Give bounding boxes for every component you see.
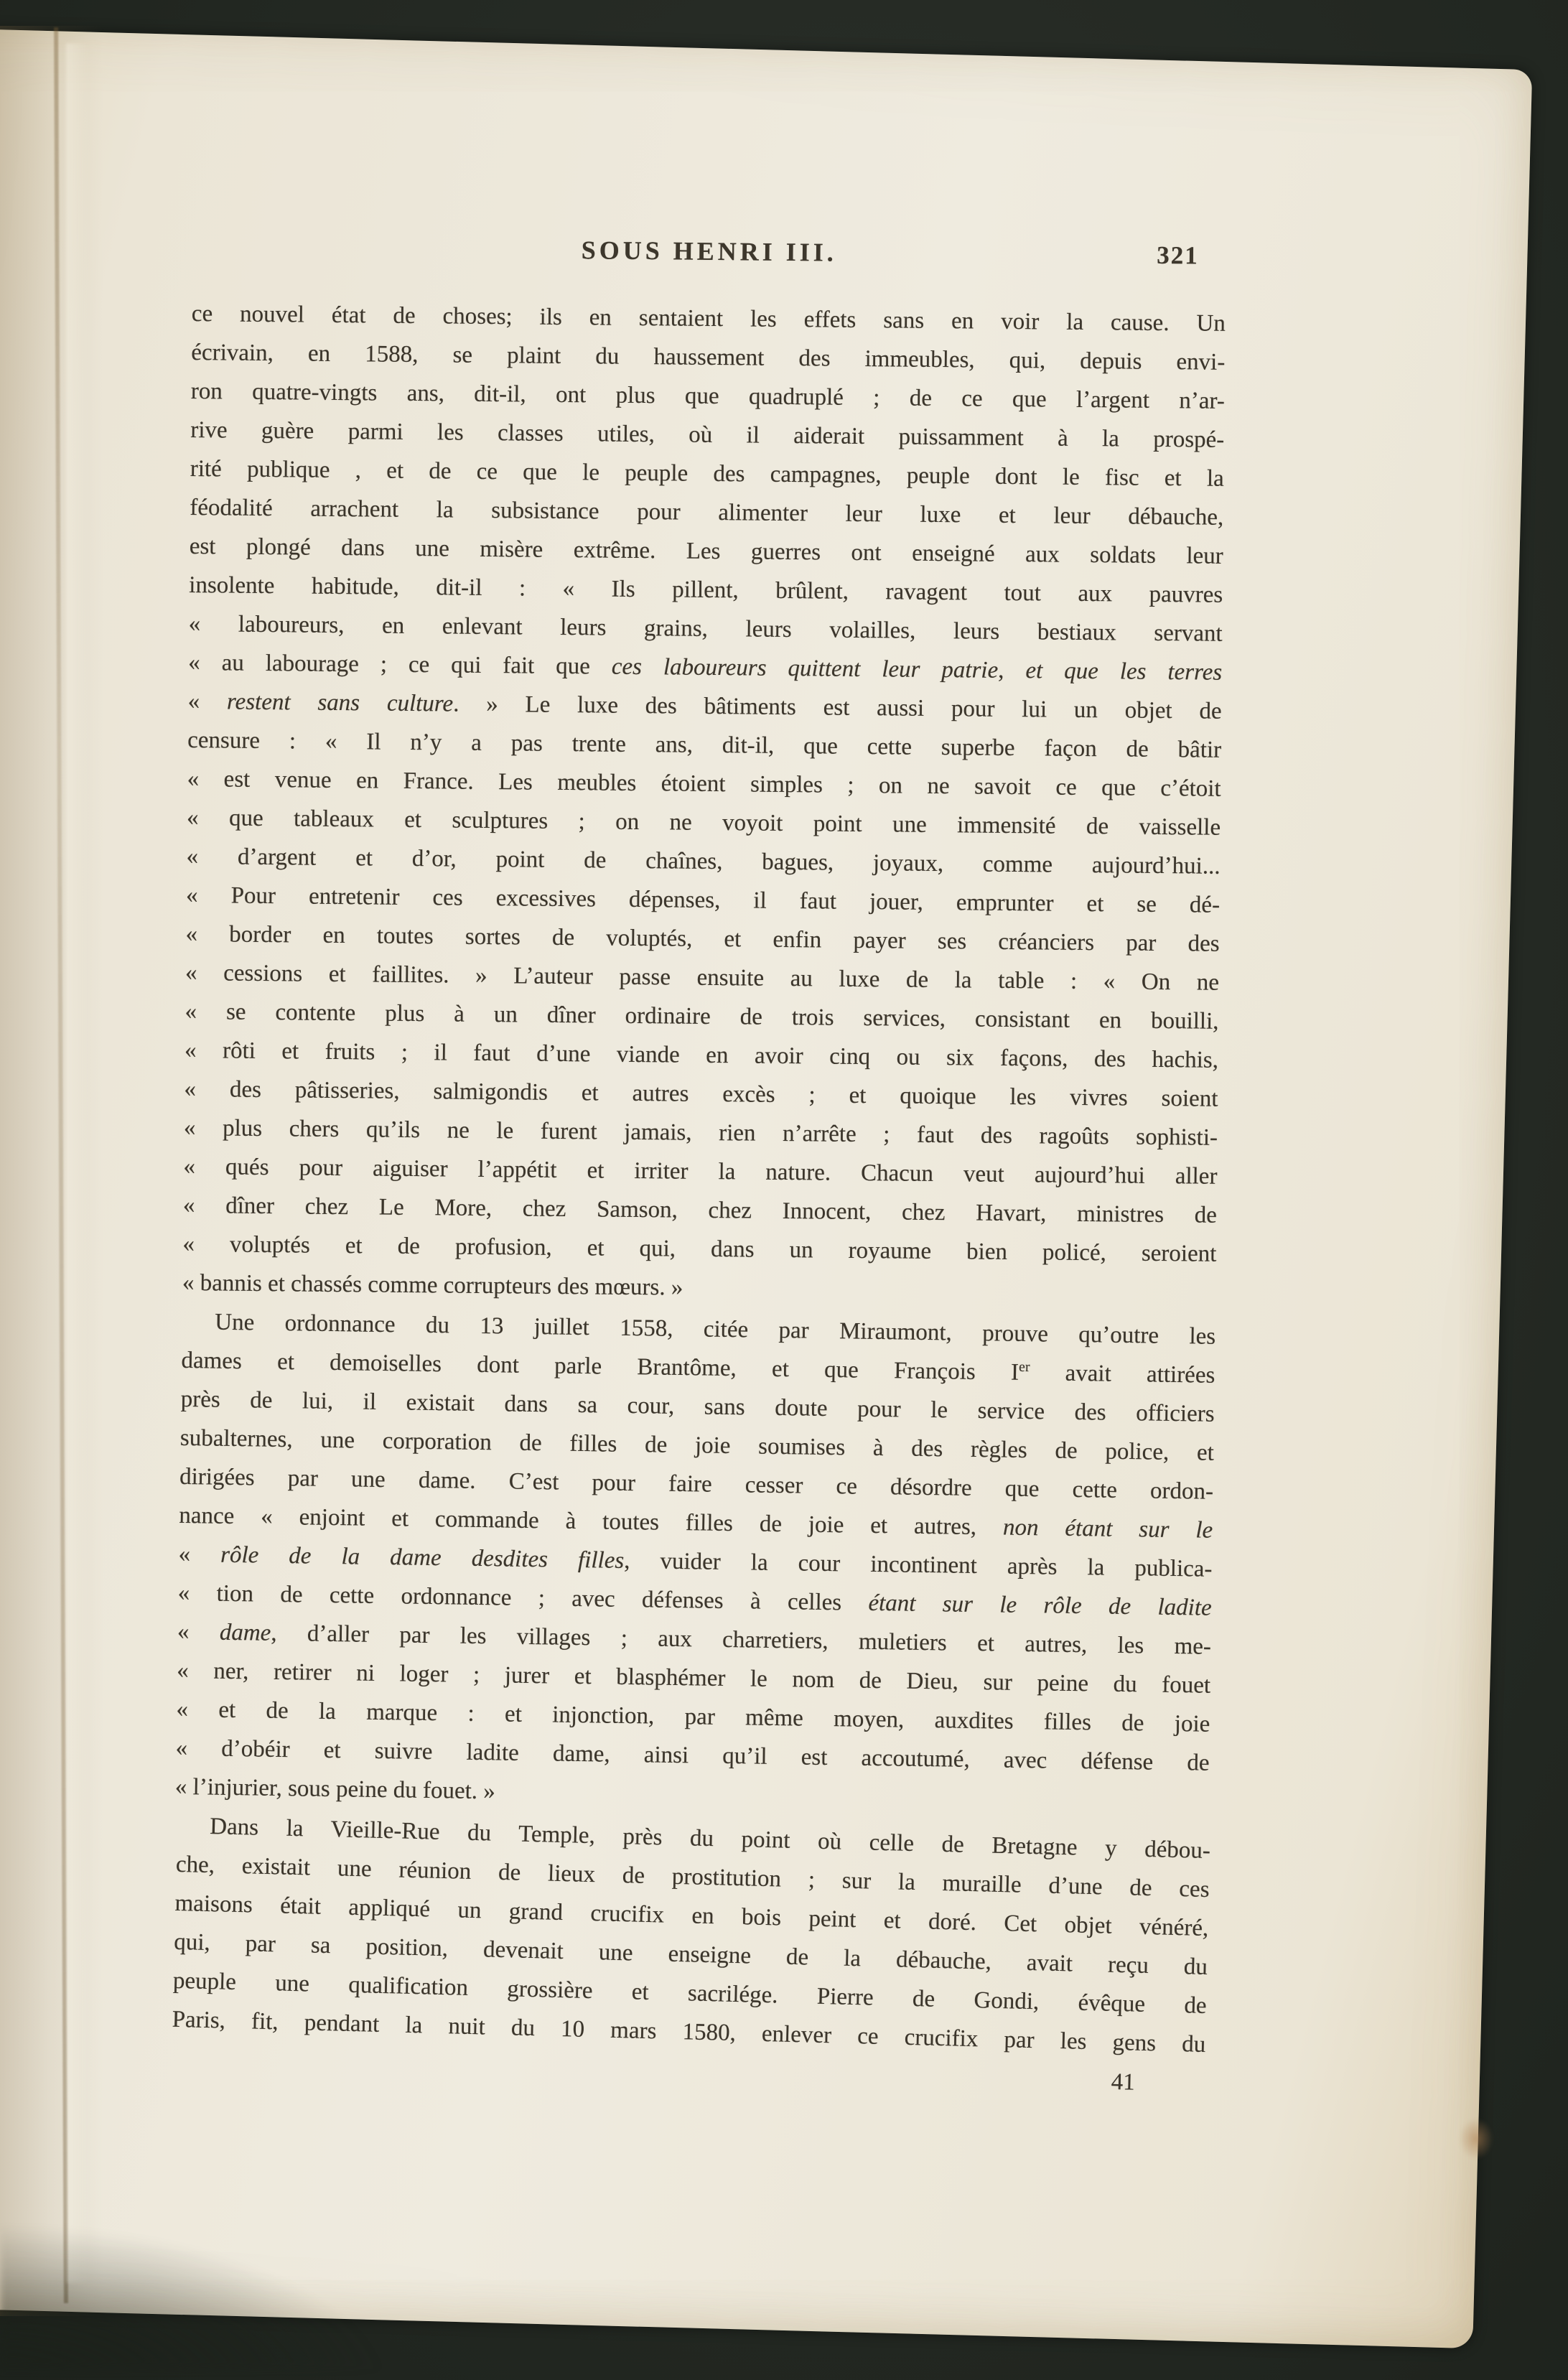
text-line: « plus chers qu’ils ne le furent jamais, rien n’arrête ; faut des ragoûts sophisti-: [183, 1114, 1218, 1151]
text-line: ron quatre-vingts ans, dit-il, ont plus que quadruplé ; de ce que l’argent n’ar-: [190, 378, 1225, 414]
paragraph: [182, 294, 1226, 1312]
text-line: « rôti et fruits ; il faut d’une viande en avoir cinq ou six façons, des hachis,: [184, 1037, 1219, 1073]
text-line: féodalité arrachent la subsistance pour alimenter leur luxe et leur débauche,: [190, 494, 1224, 531]
signature-mark: 41: [1111, 2068, 1136, 2096]
text-line: « cessions et faillites. » L’auteur passe ensuite au luxe de la table : « On ne: [185, 959, 1220, 996]
paper-stain: [1459, 2118, 1493, 2160]
text-line: « border en toutes sortes de voluptés, et enfin payer ses créanciers par des: [185, 920, 1220, 957]
text-line: « d’argent et d’or, point de chaînes, bagues, joyaux, comme aujourd’hui...: [186, 843, 1221, 879]
text-line: « dame, d’aller par les villages ; aux charretiers, muletiers et autres, les me-: [177, 1618, 1212, 1660]
crease-highlight: [66, 43, 88, 2283]
text-block: [172, 294, 1226, 2058]
text-line: « et de la marque : et injonction, par même moyen, auxdites filles de joie: [176, 1696, 1210, 1737]
text-line: dirigées par une dame. C’est pour faire cesser ce désordre que cette ordon-: [179, 1463, 1214, 1505]
text-line: « voluptés et de profusion, et qui, dans un royaume bien policé, seroient: [182, 1231, 1217, 1267]
text-line: « des pâtisseries, salmigondis et autres excès ; et quoique les vivres soient: [184, 1075, 1218, 1112]
text-line: dames et demoiselles dont parle Brantôme, et que François Ier avait attirées: [181, 1347, 1215, 1389]
text-line: « laboureurs, en enlevant leurs grains, leurs volailles, leurs bestiaux servant: [188, 610, 1223, 647]
text-line: « que tableaux et sculptures ; on ne voyoit point une immensité de vaisselle: [186, 804, 1221, 841]
text-line: écrivain, en 1588, se plaint du haussement des immeubles, qui, depuis envi-: [191, 339, 1226, 375]
page-number: 321: [1157, 241, 1199, 270]
paragraph: [175, 1302, 1216, 1821]
running-header-title: SOUS HENRI III.: [581, 235, 837, 267]
text-line: qui, par sa position, devenait une enseigne de la débauche, avait reçu du: [173, 1928, 1208, 1981]
text-line: « tion de cette ordonnance ; avec défenses à celles étant sur le rôle de ladite: [177, 1579, 1212, 1621]
page-content: [172, 231, 1226, 2096]
text-line: « restent sans culture. » Le luxe des bâtiments est aussi pour lui un objet de: [187, 688, 1222, 724]
text-line: ce nouvel état de choses; ils en sentaient les effets sans en voir la cause. Un: [191, 300, 1226, 337]
text-line: « bannis et chassés comme corrupteurs des mœurs. »: [182, 1269, 683, 1301]
text-line: « d’obéir et suivre ladite dame, ainsi qu’il est accoutumé, avec défense de: [175, 1735, 1210, 1776]
text-line: « ner, retirer ni loger ; jurer et blasphémer le nom de Dieu, sur peine du fouet: [176, 1657, 1211, 1699]
text-line: « qués pour aiguiser l’appétit et irriter la nature. Chacun veut aujourd’hui aller: [183, 1153, 1218, 1190]
text-line: Paris, fit, pendant la nuit du 10 mars 1580, enlever ce crucifix par les gens du: [172, 2006, 1206, 2058]
text-line: insolente habitude, dit-il : « Ils pillent, brûlent, ravagent tout aux pauvres: [189, 571, 1223, 608]
text-line: « est venue en France. Les meubles étoient simples ; on ne savoit ce que c’étoit: [187, 765, 1221, 802]
text-line: peuple une qualification grossière et sacrilége. Pierre de Gondi, évêque de: [172, 1967, 1208, 2020]
text-line: censure : « Il n’y a pas trente ans, dit-il, que cette superbe façon de bâtir: [187, 727, 1222, 763]
text-line: rive guère parmi les classes utiles, où il aiderait puissamment à la prospé-: [190, 416, 1225, 453]
text-line: che, existait une réunion de lieux de prostitution ; sur la muraille d’une de ces: [175, 1851, 1210, 1903]
paragraph: [172, 1806, 1210, 2064]
text-line: est plongé dans une misère extrême. Les guerres ont enseigné aux soldats leur: [189, 533, 1223, 569]
text-line: maisons était appliqué un grand crucifix en bois peint et doré. Cet objet vénéré,: [174, 1890, 1209, 1942]
text-line: près de lui, il existait dans sa cour, sans doute pour le service des officiers: [180, 1386, 1215, 1427]
text-line: « rôle de la dame desdites filles, vuider la cour incontinent après la publica-: [178, 1541, 1213, 1582]
text-line: « se contente plus à un dîner ordinaire de trois services, consistant en bouilli,: [185, 998, 1219, 1035]
text-line: rité publique , et de ce que le peuple des campagnes, peuple dont le fisc et la: [190, 455, 1224, 492]
text-line: « Pour entretenir ces excessives dépenses, il faut jouer, emprunter et se dé-: [185, 882, 1221, 918]
text-line: nance « enjoint et commande à toutes filles de joie et autres, non étant sur le: [179, 1502, 1213, 1544]
running-header: [192, 231, 1226, 293]
text-line: subalternes, une corporation de filles de joie soumises à des règles de police, et: [179, 1424, 1215, 1466]
text-line: « dîner chez Le More, chez Samson, chez Innocent, chez Havart, ministres de: [182, 1192, 1218, 1228]
text-line: « au labourage ; ce qui fait que ces laboureurs quittent leur patrie, et que les terres: [188, 649, 1223, 686]
text-line: « l’injurier, sous peine du fouet. »: [174, 1773, 496, 1805]
text-line: Dans la Vieille-Rue du Temple, près du point où celle de Bretagne y débou-: [209, 1814, 1211, 1865]
text-line: Une ordonnance du 13 juillet 1558, citée par Miraumont, prouve qu’outre les: [215, 1309, 1216, 1350]
